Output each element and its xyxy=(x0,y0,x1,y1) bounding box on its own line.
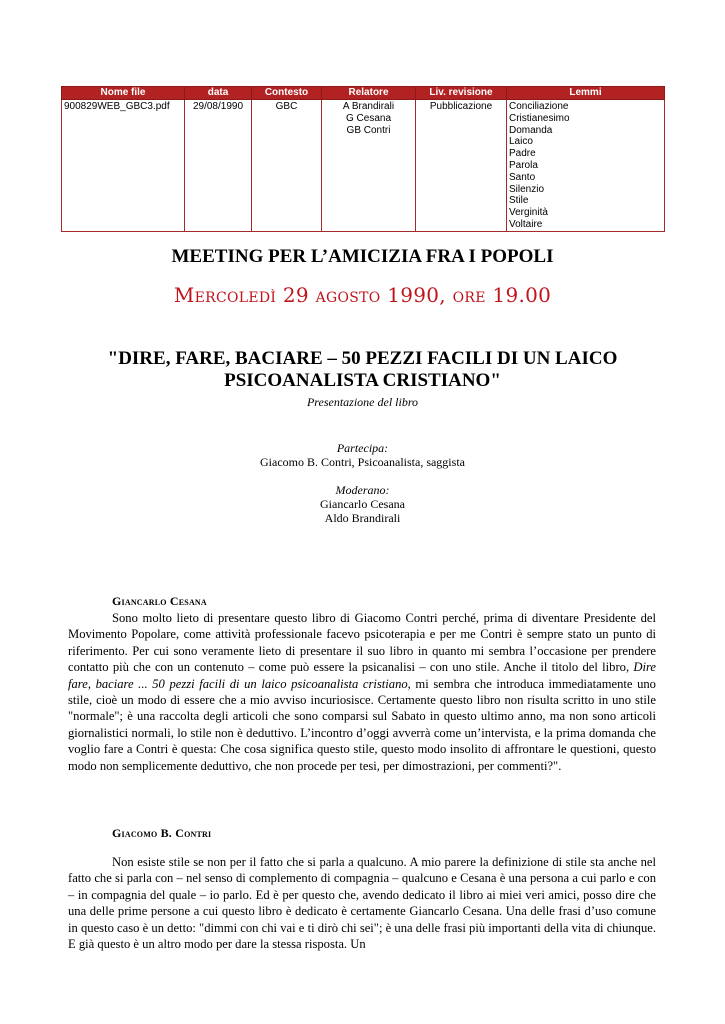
header-revisione: Liv. revisione xyxy=(416,87,507,100)
lemma-item: Santo xyxy=(509,171,536,183)
paragraph-contri: Non esiste stile se non per il fatto che si parla a qualcuno. A mio parere la definizione di stile sta anche nel fatto che si parla con – nel senso di complemento di compagnia – qualcuno e Cesana è una persona a cui parlo e con – in compagnia del quale – io parlo. Ed è per questo che, avendo dedicato il libro ai miei veri amici, posso dire che una delle prime persone a cui questo libro è dedicato è certamente Giancarlo Cesana. Una delle frasi d’uso comune in questo caso è un detto: "dimmi con chi vai e ti dirò chi sei"; è una delle frasi più importanti della vita di chiunque. E già questo è un altro modo per dare la stessa risposta. Un xyxy=(68,855,656,952)
relatore-item: G Cesana xyxy=(345,112,392,124)
relatore-item: A Brandirali xyxy=(342,101,395,112)
talk-title-line-2: PSICOANALISTA CRISTIANO" xyxy=(224,370,501,391)
lemma-item: Stile xyxy=(509,195,529,207)
event-title: MEETING PER L’AMICIZIA FRA I POPOLI xyxy=(171,246,554,267)
cell-revisione: Pubblicazione xyxy=(416,100,507,232)
book-title-italic: Dire fare, baciare ... 50 pezzi facili di un laico psicoanalista cristiano xyxy=(68,660,656,691)
relatore-item: GB Contri xyxy=(346,124,391,136)
paragraph-cesana xyxy=(68,610,656,774)
moderators-block xyxy=(0,483,725,525)
speaker-heading-cesana: Giancarlo Cesana xyxy=(112,594,207,608)
header-contesto: Contesto xyxy=(252,87,322,100)
cell-lemmi xyxy=(507,100,665,232)
lemma-item: Conciliazione xyxy=(509,101,569,112)
participant-name: Giacomo B. Contri, Psicoanalista, saggista xyxy=(260,455,465,469)
moderator-name: Aldo Brandirali xyxy=(324,511,401,525)
lemma-item: Verginità xyxy=(509,207,548,219)
metadata-header-row xyxy=(62,87,665,100)
cell-relatore xyxy=(322,100,416,232)
lemma-item: Padre xyxy=(509,148,536,160)
participant-block xyxy=(0,441,725,469)
paragraph-text: Sono molto lieto di presentare questo libro di Giacomo Contri perché, prima di diventare Presidente del Movimento Popolare, come attività professionale facevo psicoterapia e per me Contri è sempre stato un punto di riferimento. Per cui sono veramente lieto di presentare il suo libro in quanto mi sembra l’occasione per prendere contatto più che con un contenuto – come può essere la psicanalisi – con uno stile. Anche il titolo del libro, xyxy=(68,611,656,675)
header-lemmi: Lemmi xyxy=(507,87,665,100)
event-date: Mercoledì 29 agosto 1990, ore 19.00 xyxy=(173,283,552,307)
header-relatore: Relatore xyxy=(322,87,416,100)
moderator-name: Giancarlo Cesana xyxy=(320,497,405,511)
metadata-table xyxy=(61,86,665,232)
talk-subtitle: Presentazione del libro xyxy=(306,395,419,409)
header-nome-file: Nome file xyxy=(62,87,185,100)
moderano-label: Moderano: xyxy=(335,483,390,497)
lemma-item: Domanda xyxy=(509,124,553,136)
cell-nome-file: 900829WEB_GBC3.pdf xyxy=(62,100,185,232)
cell-data: 29/08/1990 xyxy=(185,100,252,232)
talk-title-line-1: "DIRE, FARE, BACIARE – 50 PEZZI FACILI DI UN LAICO xyxy=(107,348,618,369)
lemma-item: Voltaire xyxy=(509,218,543,230)
paragraph-text: , mi sembra che introduca immediatamente uno stile, cioè un modo di essere che a mio avviso incuriosisce. Certamente questo libro non risulta scritto in uno stile "normale"; è una raccolta degli articoli che sono comparsi sul Sabato in questo ultimo anno, ma non sono articoli giornalistici normali, lo stile non è deduttivo. L’incontro d’oggi avverrà come un’intervista, e la prima domanda che voglio fare a Contri è questa: Che cosa significa questo stile, questo modo insolito di affrontare le questioni, questo modo non semplicemente deduttivo, che non procede per tesi, per dimostrazioni, per commenti?". xyxy=(68,676,656,773)
metadata-row xyxy=(62,100,665,232)
header-data: data xyxy=(185,87,252,100)
lemma-item: Cristianesimo xyxy=(509,112,570,124)
speaker-heading-contri: Giacomo B. Contri xyxy=(112,826,212,840)
cell-contesto: GBC xyxy=(252,100,322,232)
talk-title xyxy=(0,348,725,392)
lemma-item: Laico xyxy=(509,136,533,148)
lemma-item: Silenzio xyxy=(509,183,545,195)
lemma-item: Parola xyxy=(509,159,538,171)
partecipa-label: Partecipa: xyxy=(336,441,389,455)
